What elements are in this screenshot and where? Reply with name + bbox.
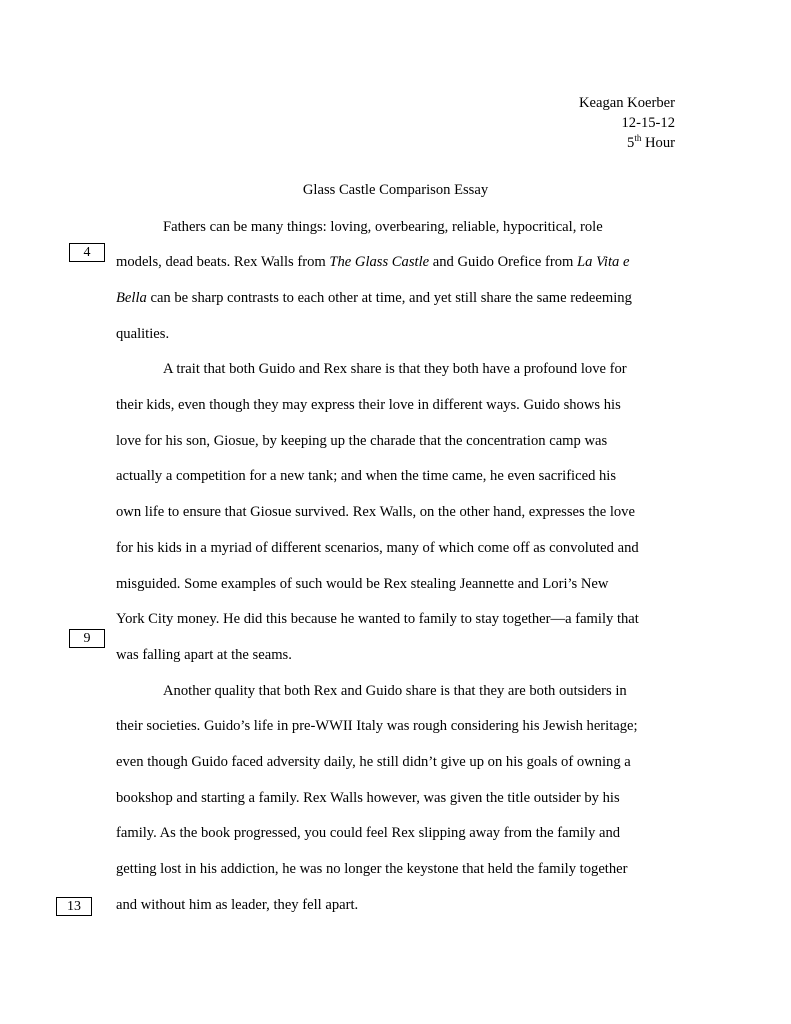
essay-title: Glass Castle Comparison Essay — [302, 182, 489, 198]
paragraph-line: Another quality that both Rex and Guido share is that they are both outsiders in — [163, 683, 627, 699]
paragraph-line: their societies. Guido’s life in pre-WWII Italy was rough considering his Jewish heritage; — [116, 718, 638, 734]
margin-note-box: 13 — [56, 897, 92, 916]
paragraph-line: A trait that both Guido and Rex share is that they both have a profound love for — [163, 361, 627, 377]
margin-note-box: 4 — [69, 243, 105, 262]
header-block — [579, 93, 675, 153]
film-title: Bella — [116, 290, 147, 306]
period-number: 5 — [627, 135, 635, 151]
period-label: Hour — [645, 135, 675, 151]
text-run: can be sharp contrasts to each other at time, and yet still share the same redeeming — [146, 290, 632, 306]
text-run: and Guido Orefice from — [429, 254, 578, 270]
paragraph-line: actually a competition for a new tank; and when the time came, he even sacrificed his — [116, 468, 617, 484]
paragraph-line — [116, 289, 632, 307]
paragraph-line: family. As the book progressed, you could feel Rex slipping away from the family and — [116, 825, 621, 841]
paragraph-line: for his kids in a myriad of different scenarios, many of which come off as convoluted and — [116, 540, 639, 556]
paragraph-line: qualities. — [116, 326, 170, 342]
date: 12-15-12 — [621, 115, 675, 131]
paragraph-line: love for his son, Giosue, by keeping up the charade that the concentration camp was — [116, 433, 608, 449]
paragraph-line: own life to ensure that Giosue survived. Rex Walls, on the other hand, expresses the love — [116, 504, 635, 520]
paragraph-line: misguided. Some examples of such would be Rex stealing Jeannette and Lori’s New — [116, 576, 609, 592]
film-title: La Vita e — [577, 254, 630, 270]
paragraph-line: even though Guido faced adversity daily, he still didn’t give up on his goals of owning a — [116, 754, 631, 770]
text-run: models, dead beats. Rex Walls from — [116, 254, 330, 270]
paragraph-line: Fathers can be many things: loving, overbearing, reliable, hypocritical, role — [163, 219, 603, 235]
margin-note-box: 9 — [69, 629, 105, 648]
paragraph-line: getting lost in his addiction, he was no longer the keystone that held the family together — [116, 861, 628, 877]
paragraph-line: and without him as leader, they fell apart. — [116, 897, 359, 913]
period-suffix: th — [634, 133, 642, 144]
book-title: The Glass Castle — [329, 254, 430, 270]
paragraph-line: York City money. He did this because he wanted to family to stay together—a family that — [116, 611, 639, 627]
class-period — [579, 133, 675, 153]
paragraph-line: their kids, even though they may express their love in different ways. Guido shows his — [116, 397, 621, 413]
paragraph-line: bookshop and starting a family. Rex Walls however, was given the title outsider by his — [116, 790, 620, 806]
author-name: Keagan Koerber — [578, 95, 675, 111]
paragraph-line: was falling apart at the seams. — [116, 647, 292, 663]
paragraph-line — [116, 253, 629, 271]
